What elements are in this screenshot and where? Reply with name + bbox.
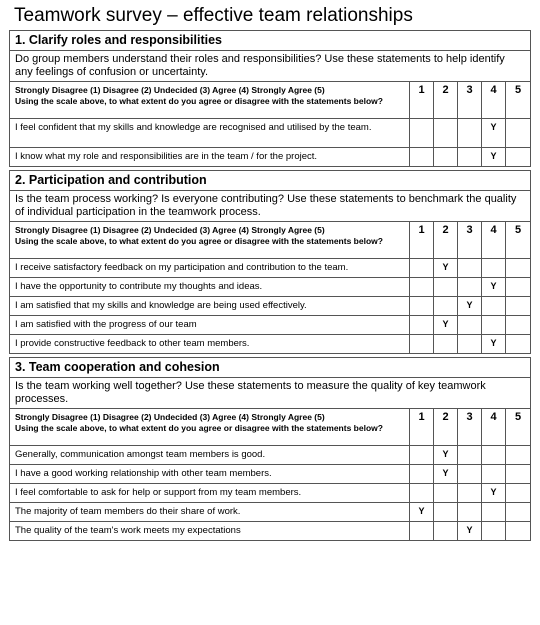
rating-cell-3[interactable] (458, 335, 482, 354)
statement-text: Generally, communication amongst team members is good. (10, 446, 410, 465)
rating-cell-3[interactable]: Y (458, 522, 482, 541)
scale-column-header: 3 (458, 82, 482, 119)
scale-column-header: 2 (434, 409, 458, 446)
scale-column-header: 3 (458, 222, 482, 259)
rating-cell-1[interactable] (410, 297, 434, 316)
rating-cell-3[interactable] (458, 503, 482, 522)
scale-column-header: 2 (434, 222, 458, 259)
statement-row (10, 522, 531, 541)
statement-row (10, 148, 531, 167)
rating-cell-5[interactable] (506, 119, 531, 148)
rating-cell-1[interactable] (410, 278, 434, 297)
scale-column-header: 2 (434, 82, 458, 119)
scale-instruction: Using the scale above, to what extent do you agree or disagree with the statements below? (15, 423, 383, 433)
rating-cell-4[interactable] (482, 259, 506, 278)
rating-cell-4[interactable] (482, 297, 506, 316)
statement-text: I receive satisfactory feedback on my participation and contribution to the team. (10, 259, 410, 278)
rating-cell-1[interactable] (410, 335, 434, 354)
scale-column-header: 5 (506, 222, 531, 259)
statement-text: I know what my role and responsibilities are in the team / for the project. (10, 148, 410, 167)
scale-legend (10, 82, 410, 119)
rating-cell-5[interactable] (506, 446, 531, 465)
section-description: Do group members understand their roles and responsibilities? Use these statements to help identify any feelings of confusion or uncertainty. (10, 51, 531, 82)
scale-column-header: 1 (410, 82, 434, 119)
scale-column-header: 4 (482, 409, 506, 446)
statement-text: I feel confident that my skills and knowledge are recognised and utilised by the team. (10, 119, 410, 148)
scale-legend (10, 222, 410, 259)
scale-column-header: 1 (410, 409, 434, 446)
page-title: Teamwork survey – effective team relationships (14, 5, 413, 26)
rating-cell-1[interactable] (410, 316, 434, 335)
scale-legend (10, 409, 410, 446)
rating-cell-3[interactable] (458, 446, 482, 465)
rating-cell-5[interactable] (506, 148, 531, 167)
statement-text: I feel comfortable to ask for help or support from my team members. (10, 484, 410, 503)
rating-cell-1[interactable] (410, 259, 434, 278)
statement-text: I am satisfied that my skills and knowledge are being used effectively. (10, 297, 410, 316)
rating-cell-1[interactable] (410, 465, 434, 484)
section-title-row (10, 358, 531, 378)
statement-row (10, 484, 531, 503)
statement-text: I have a good working relationship with other team members. (10, 465, 410, 484)
rating-cell-3[interactable] (458, 278, 482, 297)
rating-cell-4[interactable] (482, 465, 506, 484)
rating-cell-2[interactable]: Y (434, 446, 458, 465)
rating-cell-5[interactable] (506, 465, 531, 484)
rating-cell-2[interactable] (434, 148, 458, 167)
scale-header-row (10, 409, 531, 446)
rating-cell-5[interactable] (506, 503, 531, 522)
section-description-row (10, 51, 531, 82)
statement-text: I have the opportunity to contribute my thoughts and ideas. (10, 278, 410, 297)
scale-legend-line: Strongly Disagree (1) Disagree (2) Undecided (3) Agree (4) Strongly Agree (5) (15, 412, 325, 422)
rating-cell-2[interactable] (434, 297, 458, 316)
rating-cell-1[interactable] (410, 446, 434, 465)
rating-cell-4[interactable]: Y (482, 335, 506, 354)
section-title: 3. Team cooperation and cohesion (10, 358, 531, 378)
section-title: 1. Clarify roles and responsibilities (10, 31, 531, 51)
scale-instruction: Using the scale above, to what extent do you agree or disagree with the statements below? (15, 96, 383, 106)
section-description-row (10, 378, 531, 409)
rating-cell-5[interactable] (506, 259, 531, 278)
rating-cell-2[interactable] (434, 335, 458, 354)
scale-column-header: 1 (410, 222, 434, 259)
rating-cell-4[interactable]: Y (482, 148, 506, 167)
section-description-row (10, 191, 531, 222)
rating-cell-2[interactable] (434, 119, 458, 148)
statement-text: The quality of the team's work meets my expectations (10, 522, 410, 541)
rating-cell-5[interactable] (506, 484, 531, 503)
rating-cell-1[interactable] (410, 484, 434, 503)
rating-cell-3[interactable] (458, 465, 482, 484)
rating-cell-2[interactable]: Y (434, 316, 458, 335)
scale-column-header: 4 (482, 82, 506, 119)
statement-row (10, 278, 531, 297)
statement-text: The majority of team members do their share of work. (10, 503, 410, 522)
rating-cell-5[interactable] (506, 316, 531, 335)
survey-table (9, 30, 531, 541)
scale-instruction: Using the scale above, to what extent do you agree or disagree with the statements below? (15, 236, 383, 246)
rating-cell-5[interactable] (506, 297, 531, 316)
scale-column-header: 3 (458, 409, 482, 446)
rating-cell-2[interactable]: Y (434, 259, 458, 278)
rating-cell-2[interactable] (434, 484, 458, 503)
rating-cell-5[interactable] (506, 335, 531, 354)
rating-cell-2[interactable] (434, 278, 458, 297)
survey-body (10, 31, 531, 541)
section-description: Is the team process working? Is everyone contributing? Use these statements to benchmark the quality of individual participation in the teamwork process. (10, 191, 531, 222)
rating-cell-2[interactable] (434, 503, 458, 522)
scale-legend-line: Strongly Disagree (1) Disagree (2) Undecided (3) Agree (4) Strongly Agree (5) (15, 225, 325, 235)
statement-row (10, 316, 531, 335)
statement-row (10, 465, 531, 484)
rating-cell-4[interactable] (482, 316, 506, 335)
scale-legend-line: Strongly Disagree (1) Disagree (2) Undecided (3) Agree (4) Strongly Agree (5) (15, 85, 325, 95)
rating-cell-4[interactable]: Y (482, 278, 506, 297)
rating-cell-2[interactable]: Y (434, 465, 458, 484)
statement-row (10, 446, 531, 465)
section-title-row (10, 31, 531, 51)
rating-cell-4[interactable] (482, 503, 506, 522)
scale-column-header: 4 (482, 222, 506, 259)
statement-row (10, 259, 531, 278)
rating-cell-1[interactable] (410, 522, 434, 541)
rating-cell-1[interactable]: Y (410, 503, 434, 522)
section-title: 2. Participation and contribution (10, 171, 531, 191)
statement-row (10, 297, 531, 316)
rating-cell-5[interactable] (506, 522, 531, 541)
statement-row (10, 503, 531, 522)
rating-cell-1[interactable] (410, 148, 434, 167)
rating-cell-4[interactable]: Y (482, 119, 506, 148)
scale-column-header: 5 (506, 82, 531, 119)
rating-cell-3[interactable] (458, 119, 482, 148)
rating-cell-2[interactable] (434, 522, 458, 541)
rating-cell-4[interactable]: Y (482, 484, 506, 503)
rating-cell-3[interactable] (458, 484, 482, 503)
statement-text: I am satisfied with the progress of our team (10, 316, 410, 335)
scale-column-header: 5 (506, 409, 531, 446)
rating-cell-3[interactable] (458, 148, 482, 167)
rating-cell-3[interactable] (458, 316, 482, 335)
scale-header-row (10, 82, 531, 119)
rating-cell-1[interactable] (410, 119, 434, 148)
scale-header-row (10, 222, 531, 259)
statement-row (10, 335, 531, 354)
rating-cell-4[interactable] (482, 446, 506, 465)
statement-row (10, 119, 531, 148)
rating-cell-5[interactable] (506, 278, 531, 297)
statement-text: I provide constructive feedback to other team members. (10, 335, 410, 354)
rating-cell-4[interactable] (482, 522, 506, 541)
section-title-row (10, 171, 531, 191)
section-description: Is the team working well together? Use these statements to measure the quality of key teamwork processes. (10, 378, 531, 409)
rating-cell-3[interactable]: Y (458, 297, 482, 316)
rating-cell-3[interactable] (458, 259, 482, 278)
